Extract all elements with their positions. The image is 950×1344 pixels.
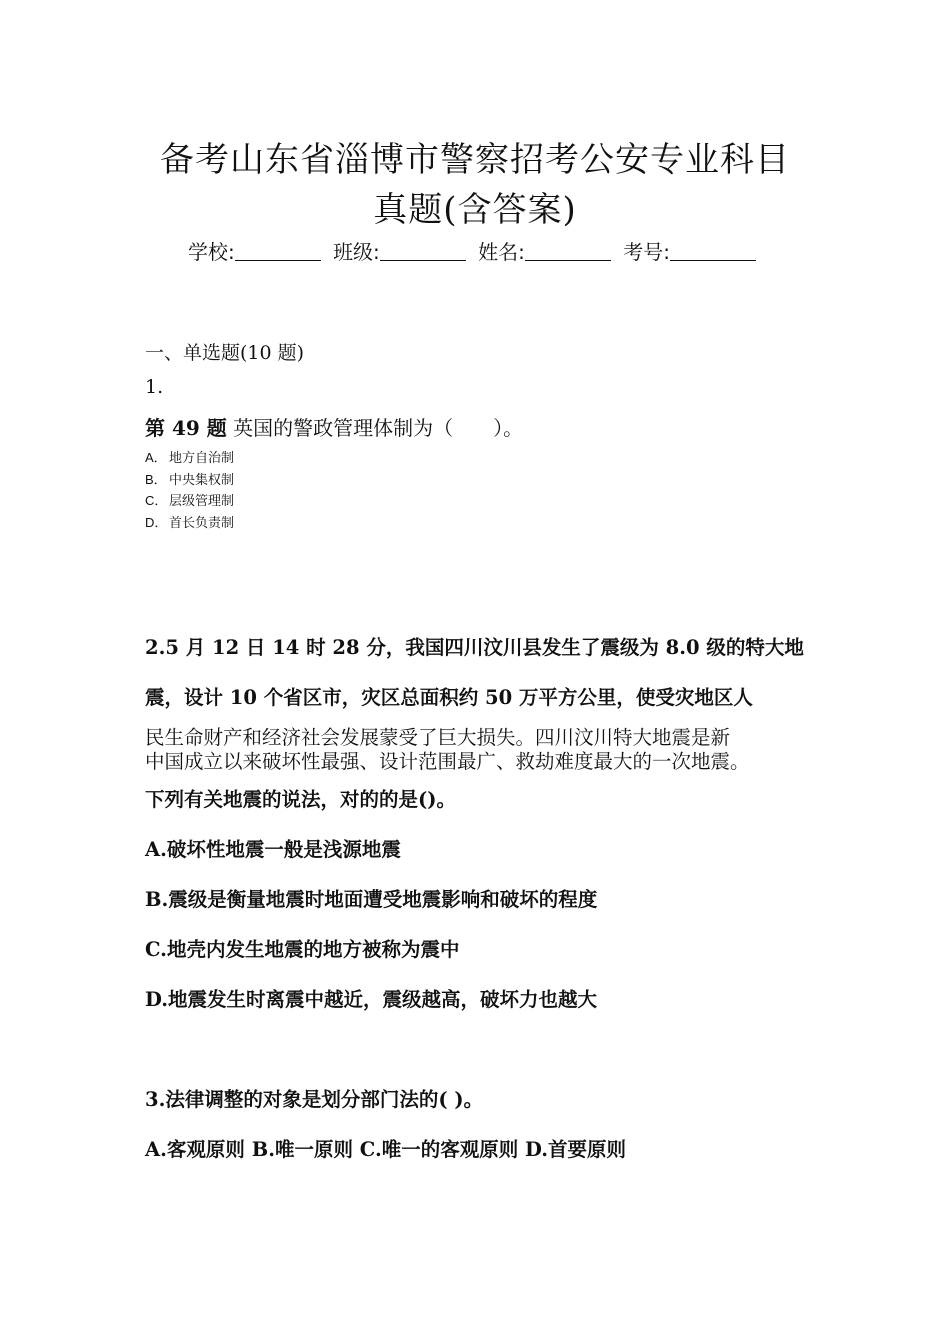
question-2-option-d: D.地震发生时离震中越近，震级越高，破坏力也越大 — [145, 988, 598, 1011]
question-2-option-c: C.地壳内发生地震的地方被称为震中 — [145, 938, 460, 961]
question-2-line-3: 民生命财产和经济社会发展蒙受了巨大损失。四川汶川特大地震是新 — [145, 726, 731, 749]
student-info-line — [0, 236, 950, 265]
exam-number-label: 考号: — [623, 240, 671, 264]
option-c: C． 层级管理制 — [145, 493, 235, 509]
option-d: D． 首长负责制 — [145, 514, 235, 531]
question-2-line-2: 震，设计 10 个省区市，灾区总面积约 50 万平方公里，使受灾地区人 — [145, 686, 753, 709]
question-3-options: A.客观原则 B.唯一原则 C.唯一的客观原则 D.首要原则 — [145, 1138, 627, 1161]
option-a: A． 地方自治制 — [145, 450, 235, 466]
question-3-stem: 3.法律调整的对象是划分部门法的( )。 — [145, 1088, 484, 1111]
question-1-options — [145, 448, 234, 534]
question-2-option-b: B.震级是衡量地震时地面遭受地震影响和破坏的程度 — [145, 888, 598, 911]
name-label: 姓名: — [478, 240, 525, 264]
school-label: 学校: — [187, 240, 235, 264]
question-2-line-1: 2.5 月 12 日 14 时 28 分，我国四川汶川县发生了震级为 8.0 级的特大地 — [145, 636, 804, 659]
document-title-line2: 真题(含答案) — [373, 190, 577, 230]
class-label: 班级: — [333, 240, 380, 264]
document-title-line1: 备考山东省淄博市警察招考公安专业科目 — [160, 140, 790, 180]
section-heading: 一、单选题(10 题) — [145, 342, 305, 364]
question-1-label: 第 49 题 — [145, 416, 227, 440]
question-2-line-5: 下列有关地震的说法，对的的是()。 — [145, 788, 456, 811]
question-1-text: 英国的警政管理体制为（ ）。 — [233, 416, 524, 440]
school-blank — [235, 242, 321, 261]
question-1-stem — [145, 412, 523, 441]
class-blank — [380, 242, 466, 261]
question-1-number: 1. — [145, 376, 164, 398]
option-b: B． 中央集权制 — [145, 471, 235, 488]
question-2-line-4: 中国成立以来破坏性最强、设计范围最广、救劫难度最大的一次地震。 — [145, 750, 750, 773]
exam-number-blank — [670, 242, 756, 261]
question-2-option-a: A.破坏性地震一般是浅源地震 — [145, 838, 401, 861]
name-blank — [525, 242, 611, 261]
